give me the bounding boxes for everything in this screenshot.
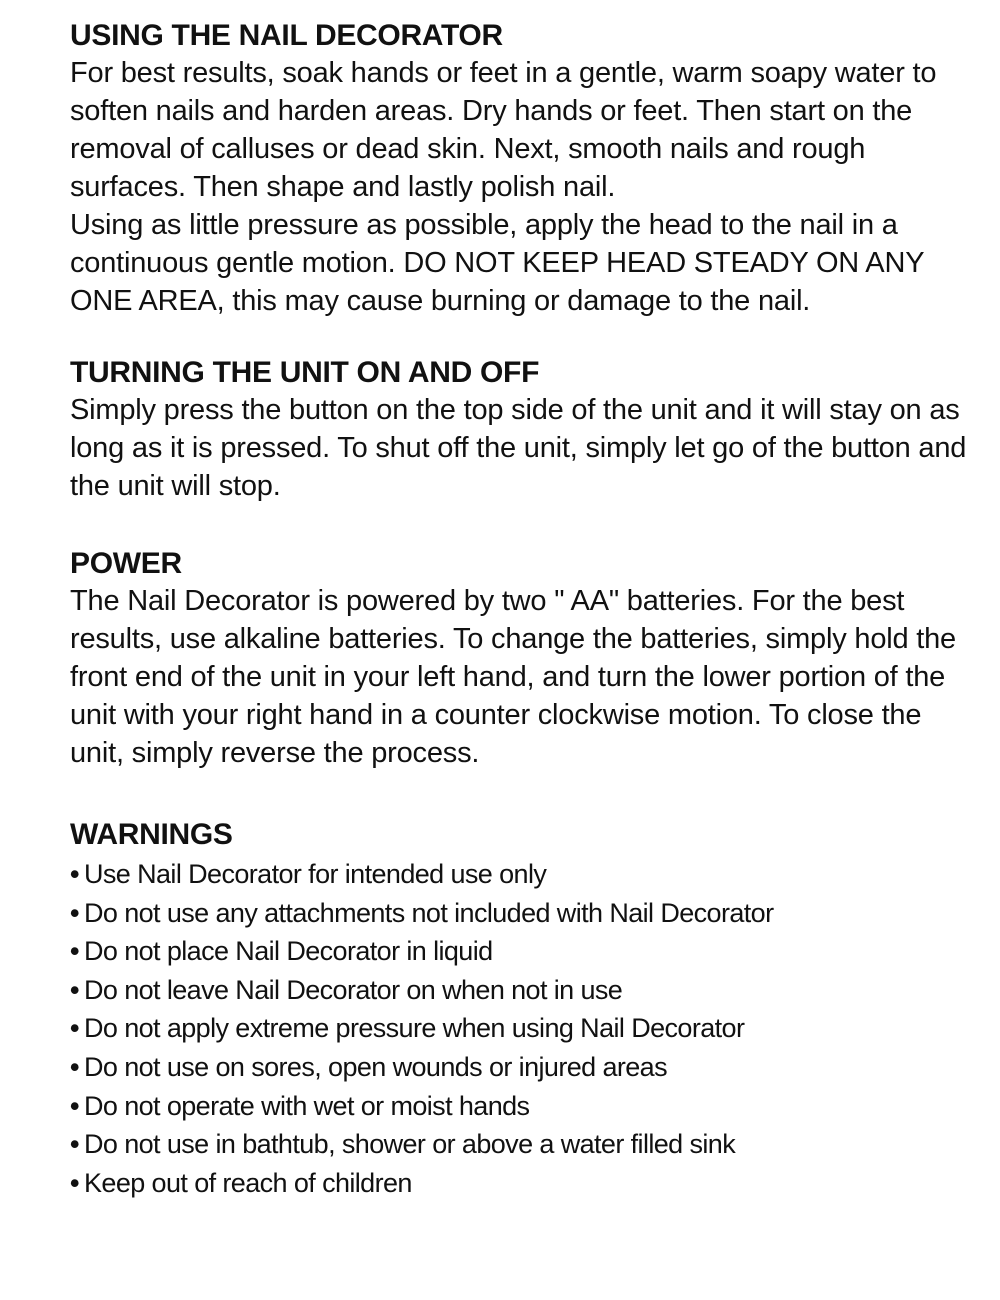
warning-item <box>70 1125 970 1164</box>
warning-text: Use Nail Decorator for intended use only <box>84 859 547 889</box>
bullet-icon: • <box>70 1167 79 1198</box>
warning-text: Do not use in bathtub, shower or above a water filled sink <box>84 1129 736 1160</box>
heading-power: POWER <box>70 547 182 580</box>
warning-item <box>70 1087 970 1126</box>
section-using-nail-decorator <box>70 18 970 320</box>
warnings-list <box>70 855 970 1202</box>
heading-using: USING THE NAIL DECORATOR <box>70 19 503 52</box>
warning-text: Do not place Nail Decorator in liquid <box>84 936 493 967</box>
bullet-icon: • <box>70 936 79 967</box>
warning-item <box>70 971 970 1010</box>
warning-item <box>70 1009 970 1048</box>
warning-text: Do not use any attachments not included with Nail Decorator <box>84 897 774 928</box>
bullet-icon: • <box>70 859 79 889</box>
heading-warnings: WARNINGS <box>70 818 233 851</box>
warning-text: Keep out of reach of children <box>84 1167 412 1198</box>
warning-item <box>70 855 970 894</box>
warning-text: Do not use on sores, open wounds or injured areas <box>84 1051 667 1082</box>
bullet-icon: • <box>70 1051 79 1082</box>
warning-text: Do not leave Nail Decorator on when not in use <box>84 974 623 1005</box>
warning-item <box>70 894 970 933</box>
power-paragraph: The Nail Decorator is powered by two " AA" batteries. For the best results, use alkaline batteries. To change the batteries, simply hold the front end of the unit in your left hand, and turn the lower portion of the unit with your right hand in a counter clockwise motion. To close the unit, simply reverse the process. <box>70 585 956 769</box>
turning-paragraph: Simply press the button on the top side of the unit and it will stay on as long as it is pressed. To shut off the unit, simply let go of the button and the unit will stop. <box>70 394 967 502</box>
using-paragraph-1: For best results, soak hands or feet in a gentle, warm soapy water to soften nails and harden areas. Dry hands or feet. Then start on the removal of calluses or dead skin. Next, smooth nails and rough surfaces. Then shape and lastly polish nail. <box>70 57 937 203</box>
using-paragraph-2: Using as little pressure as possible, apply the head to the nail in a continuous gentle motion. DO NOT KEEP HEAD STEADY ON ANY ONE AREA, this may cause burning or damage to the nail. <box>70 209 924 317</box>
instruction-sheet <box>70 18 970 1202</box>
bullet-icon: • <box>70 897 79 928</box>
bullet-icon: • <box>70 1013 79 1044</box>
heading-turning: TURNING THE UNIT ON AND OFF <box>70 356 540 389</box>
section-warnings <box>70 817 970 1202</box>
warning-text: Do not apply extreme pressure when using Nail Decorator <box>84 1013 745 1044</box>
section-turning-on-off <box>70 355 970 505</box>
warning-item <box>70 1048 970 1087</box>
bullet-icon: • <box>70 1129 79 1160</box>
bullet-icon: • <box>70 1090 79 1121</box>
warning-item <box>70 1164 970 1203</box>
bullet-icon: • <box>70 974 79 1005</box>
section-power <box>70 546 970 772</box>
warning-item <box>70 932 970 971</box>
warning-text: Do not operate with wet or moist hands <box>84 1090 530 1121</box>
